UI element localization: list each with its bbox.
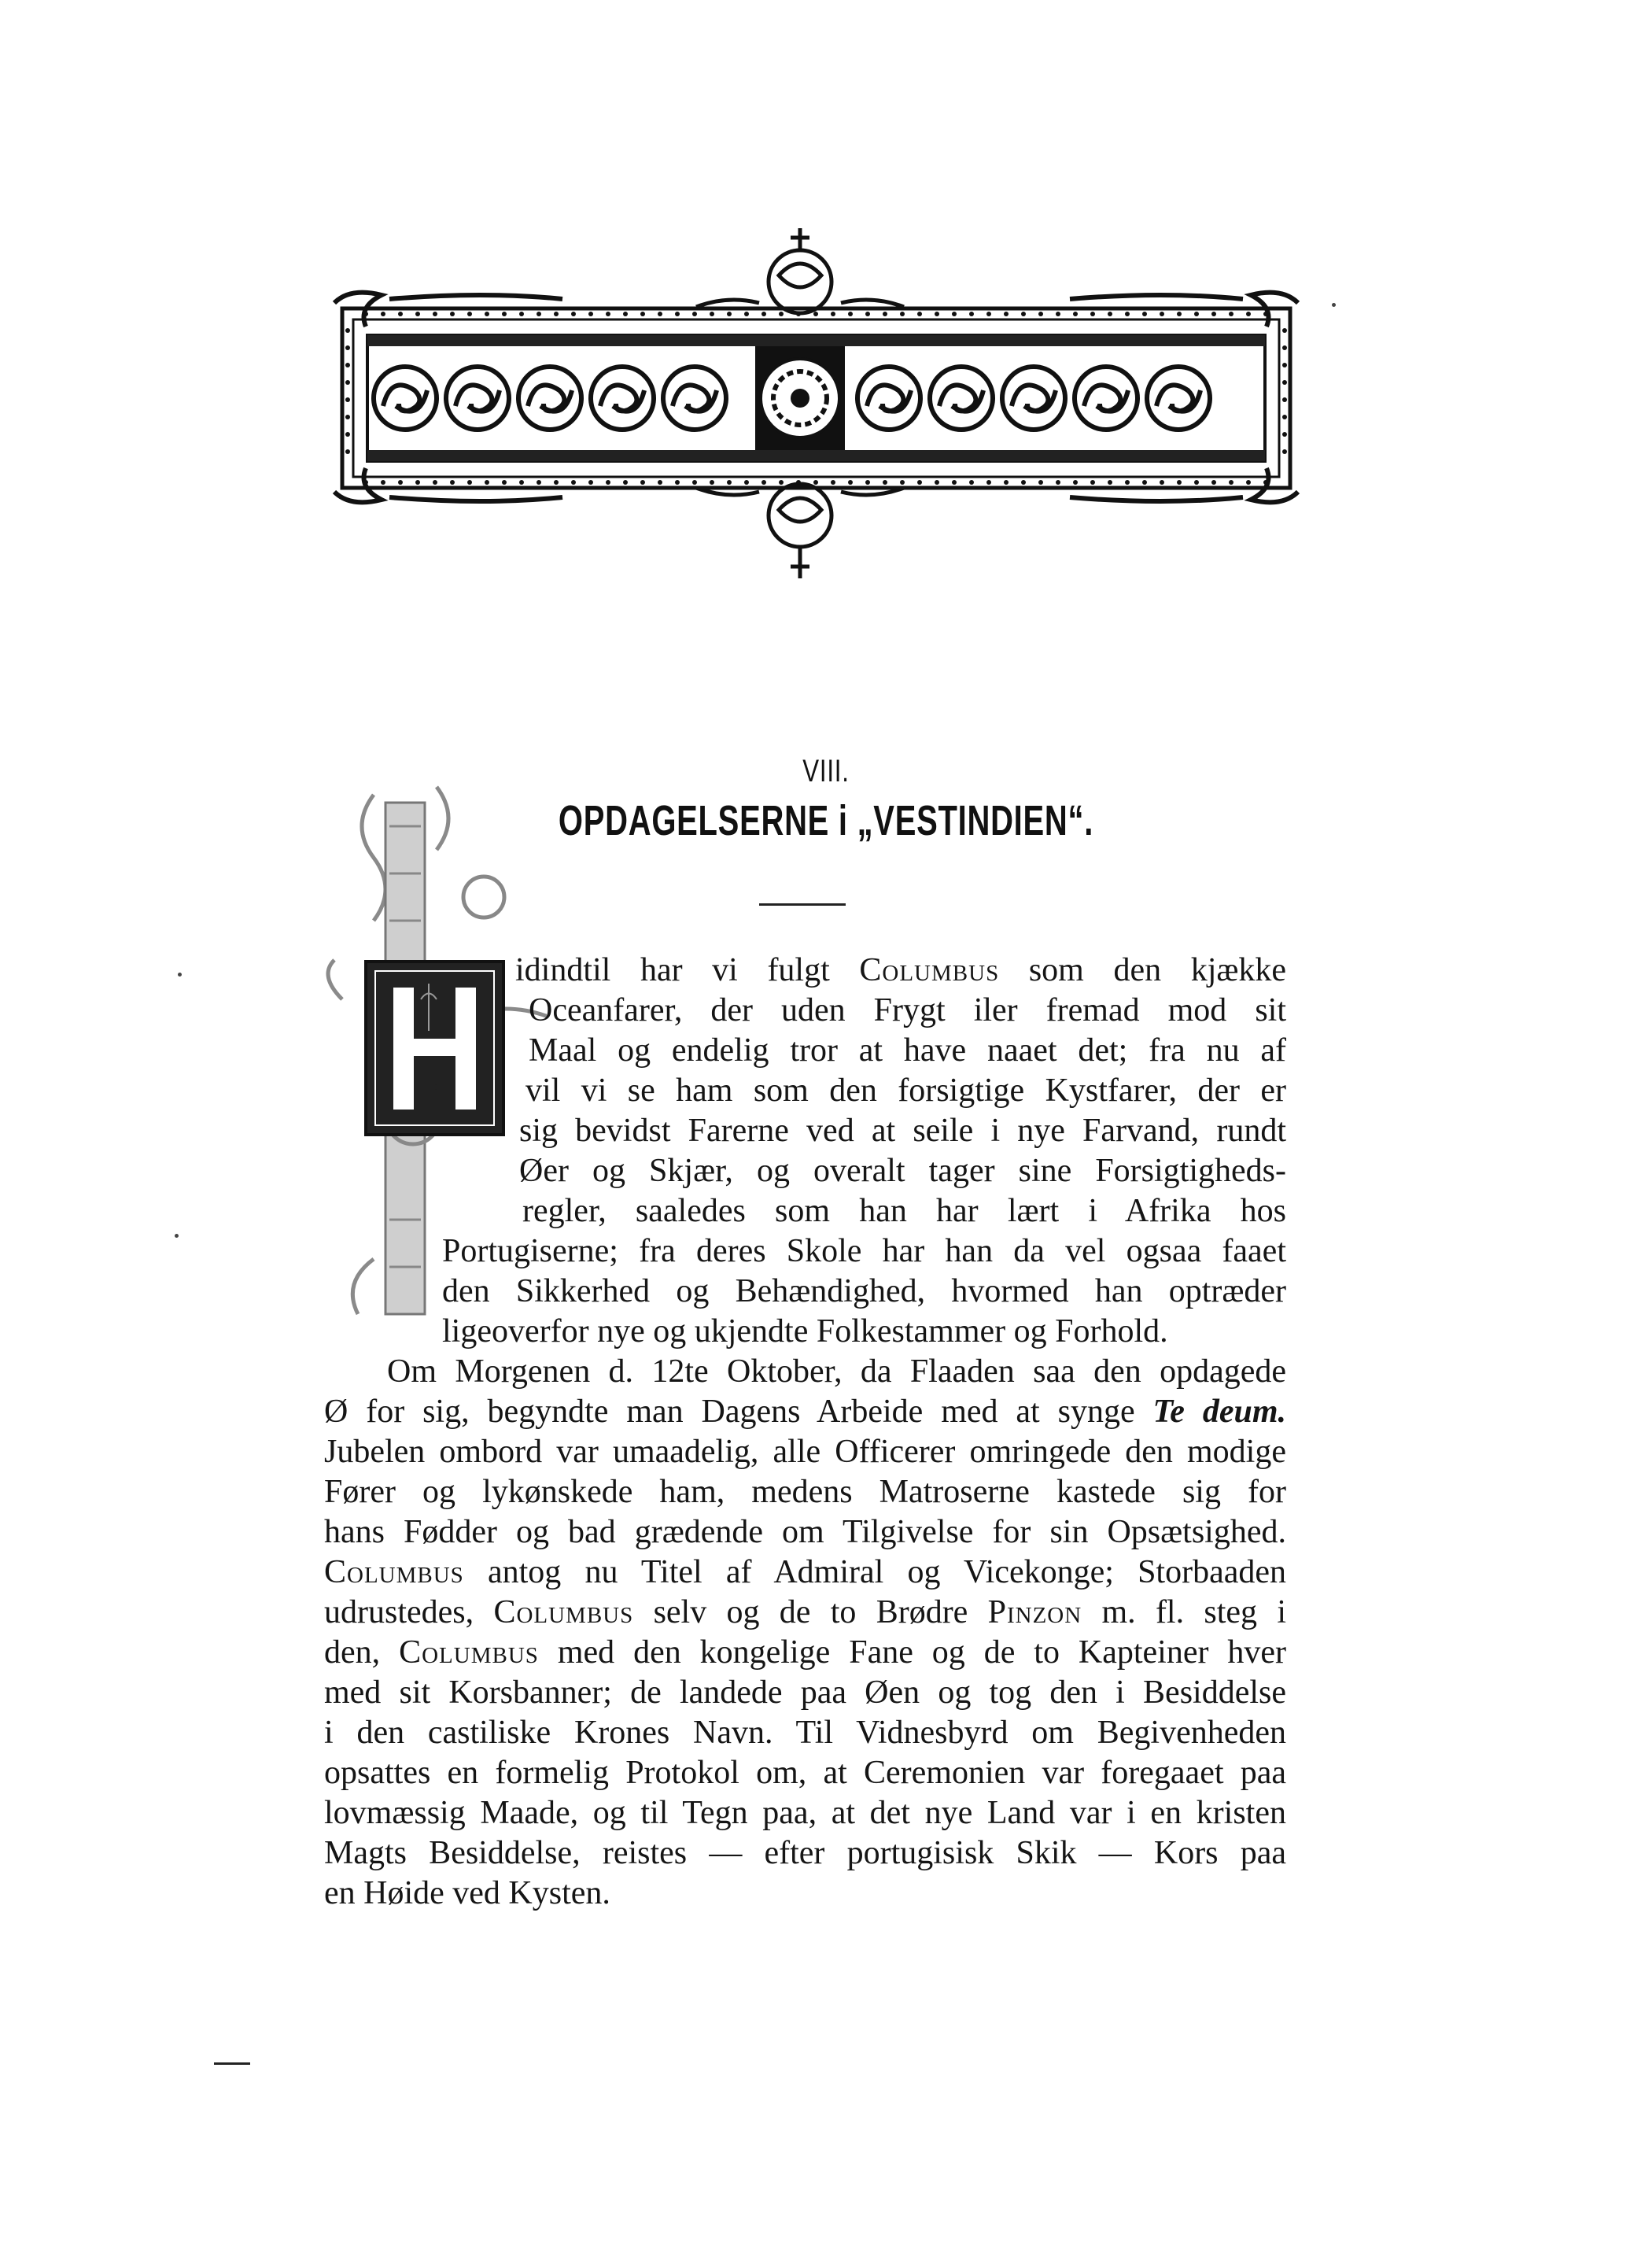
name-pinzon: Pinzon <box>987 1594 1082 1630</box>
text-line: sig bevidst Farerne ved at seile i nye Farvand, rundt <box>519 1113 1286 1149</box>
text-line: regler, saaledes som han har lært i Afrika hos <box>522 1193 1286 1229</box>
name-columbus: Columbus <box>859 952 1000 988</box>
text-line: idindtil har vi fulgt Columbus som den kjække <box>515 952 1287 988</box>
text-line: den Sikkerhed og Behændighed, hvormed han optræder <box>442 1273 1286 1309</box>
text-line: Maal og endelig tror at have naaet det; fra nu af <box>529 1032 1286 1069</box>
speck <box>178 973 182 977</box>
speck <box>1332 303 1336 307</box>
name-columbus: Columbus <box>493 1594 634 1630</box>
text-line: hans Fødder og bad grædende om Tilgivelse for sin Opsætsighed. <box>324 1514 1286 1550</box>
chapter-number: VIII. <box>802 754 850 788</box>
margin-mark <box>214 2062 250 2065</box>
text-line: Om Morgenen d. 12te Oktober, da Flaaden saa den opdagede <box>387 1353 1286 1390</box>
text-line: Magts Besiddelse, reistes — efter portugisisk Skik — Kors paa <box>324 1835 1286 1871</box>
latin-phrase: Te deum. <box>1152 1394 1286 1430</box>
text-line: Fører og lykønskede ham, medens Matroserne kastede sig for <box>324 1474 1286 1510</box>
text-line: en Høide ved Kysten. <box>324 1875 610 1911</box>
initial-letter: H <box>431 1084 437 1092</box>
text-line: vil vi se ham som den forsigtige Kystfarer, der er <box>525 1073 1286 1109</box>
speck <box>175 1234 179 1238</box>
name-columbus: Columbus <box>324 1554 464 1590</box>
text-line: den, Columbus med den kongelige Fane og de to Kapteiner hver <box>324 1634 1287 1671</box>
text-line: med sit Korsbanner; de landede paa Øen og tog den i Besiddelse <box>324 1674 1286 1711</box>
text-line: Portugiserne; fra deres Skole har han da vel ogsaa faaet <box>442 1233 1286 1269</box>
text-line: i den castiliske Krones Navn. Til Vidnesbyrd om Begivenheden <box>324 1715 1286 1751</box>
text-line: opsattes en formelig Protokol om, at Ceremonien var foregaaet paa <box>324 1755 1286 1791</box>
text-line: Columbus antog nu Titel af Admiral og Vicekonge; Storbaaden <box>324 1554 1287 1590</box>
text-line: udrustedes, Columbus selv og de to Brødre Pinzon m. fl. steg i <box>324 1594 1287 1630</box>
chapter-title: OPDAGELSERNE i „VESTINDIEN“. <box>558 797 1094 844</box>
text-line: Oceanfarer, der uden Frygt iler fremad mod sit <box>529 992 1286 1028</box>
name-columbus: Columbus <box>399 1634 539 1671</box>
ornamental-headpiece <box>319 220 1314 590</box>
title-divider <box>759 903 846 906</box>
text-line: lovmæssig Maade, og til Tegn paa, at det nye Land var i en kristen <box>324 1795 1286 1831</box>
text-line: Jubelen ombord var umaadelig, alle Officerer omringede den modige <box>324 1434 1286 1470</box>
text-line: Øer og Skjær, og overalt tager sine Forsigtigheds- <box>519 1153 1286 1189</box>
text-line: Ø for sig, begyndte man Dagens Arbeide med at synge Te deum. <box>324 1394 1286 1430</box>
text-line: ligeoverfor nye og ukjendte Folkestammer og Forhold. <box>442 1313 1168 1350</box>
